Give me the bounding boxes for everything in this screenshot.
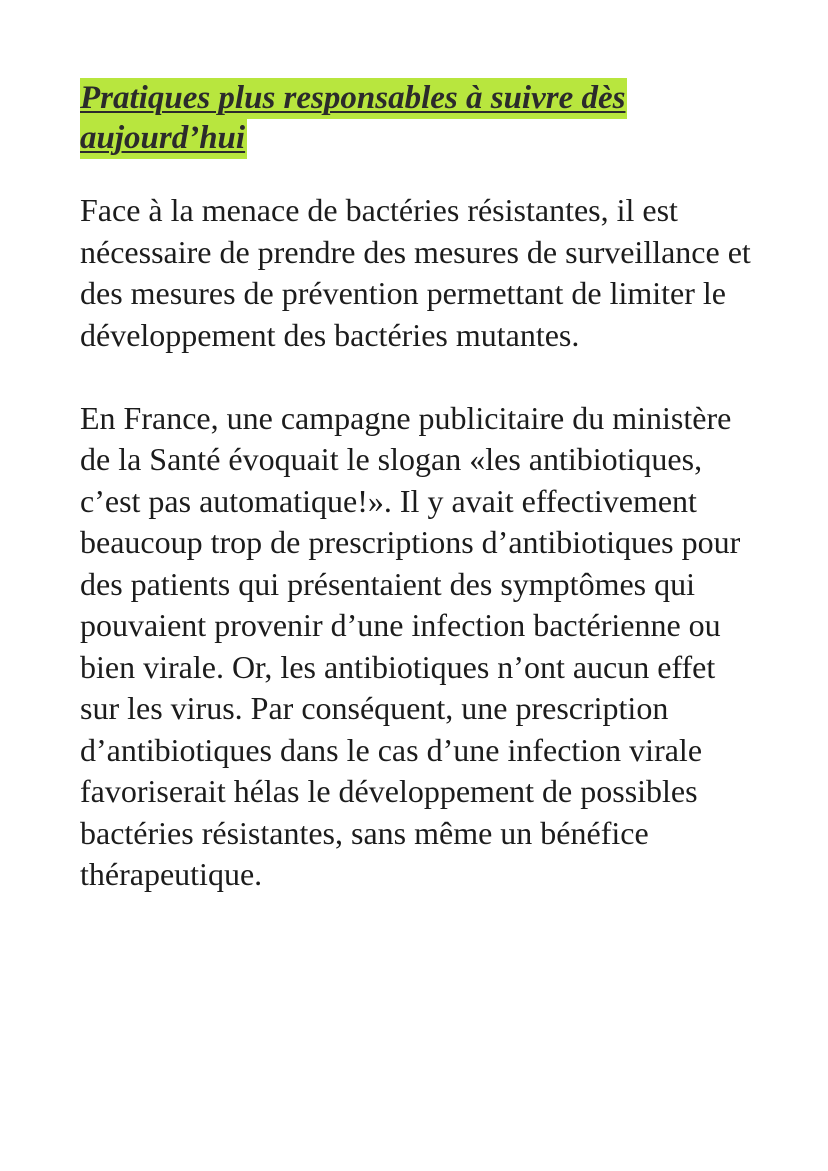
heading-line-1: Pratiques plus responsables à suivre dès [80,78,627,119]
heading-line-2: aujourd’hui [80,118,247,159]
paragraph-1: Face à la menace de bactéries résistantes, il est nécessaire de prendre des mesures de surveillance et des mesures de prévention permettant de limiter le développement des bactéries mutantes. [80,192,751,353]
section-heading [80,78,740,158]
paragraph-2: En France, une campagne publicitaire du ministère de la Santé évoquait le slogan «les antibiotiques, c’est pas automatique!». Il y avait effectivement beaucoup trop de prescriptions d’antibiotiques pour des patients qui présentaient des symptômes qui pouvaient provenir d’une infection bactérienne ou bien virale. Or, les antibiotiques n’ont aucun effet sur les virus. Par conséquent, une prescription d’antibiotiques dans le cas d’une infection virale favoriserait hélas le développement de possibles bactéries résistantes, sans même un bénéfice thérapeutique. [80,399,741,892]
